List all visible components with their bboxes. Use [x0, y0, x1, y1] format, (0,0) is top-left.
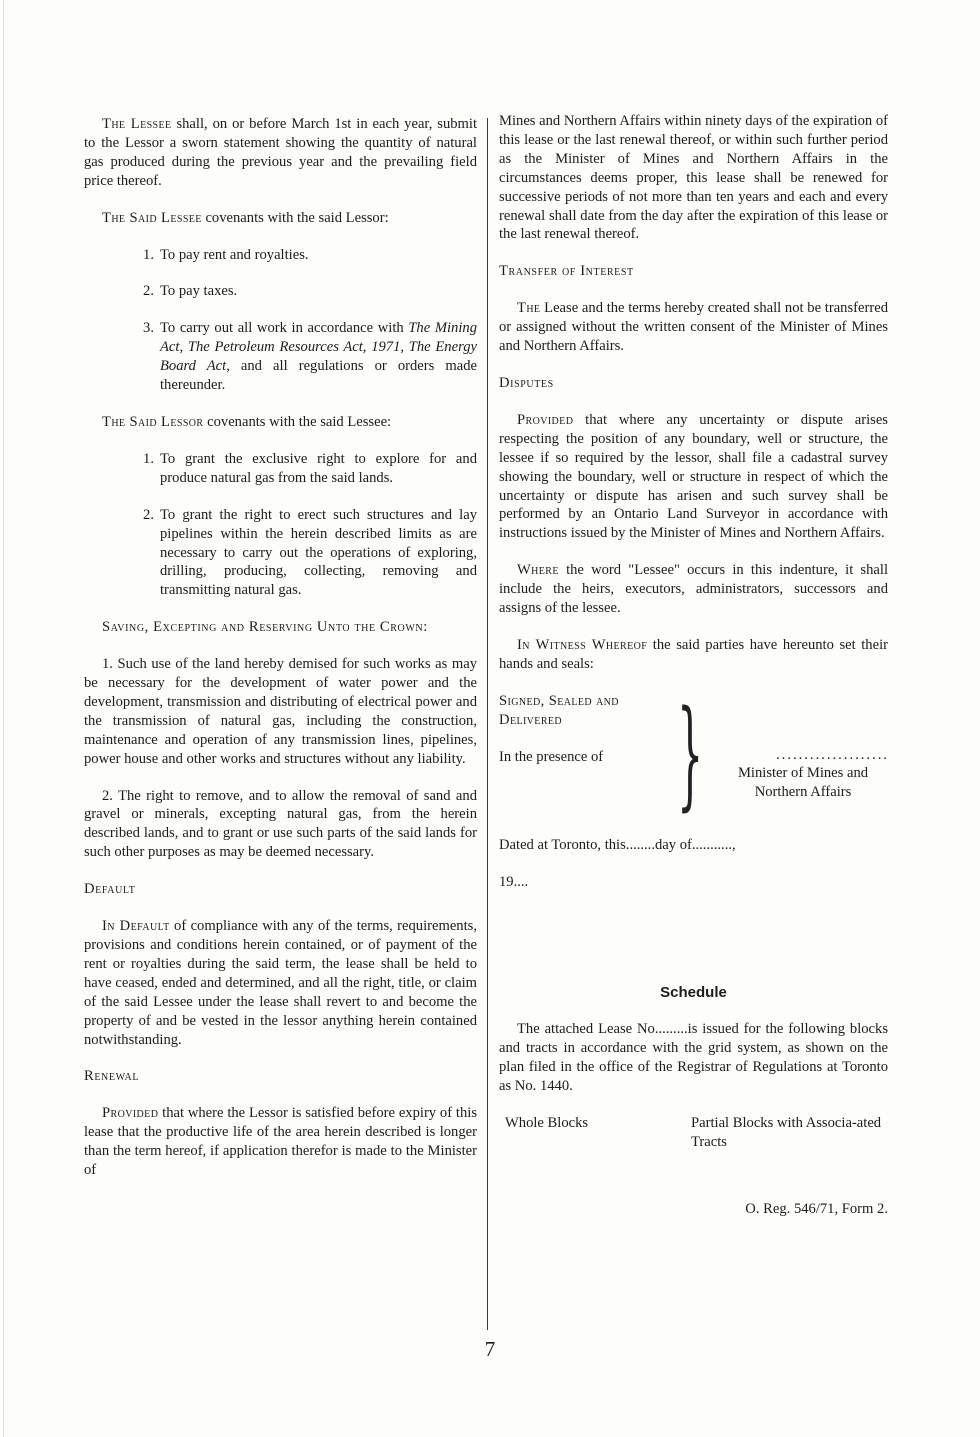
- year-line: 19....: [499, 873, 529, 890]
- lessee-item: 1. To pay rent and royalties.: [143, 246, 309, 263]
- saving-clause-2: 2. The right to remove, and to allow the removal of sand and gravel or minerals, excepting natural gas, from the herein described lands, and to grant or use such parts of the said lands for such other purposes as may be deemed necessary.: [84, 787, 477, 861]
- default-paragraph: In Default of compliance with any of the terms, requirements, provisions and conditions herein contained, or of payment of the rent or royalties during the said term, the lease shall be held to have ceased, ended and determined, and all the right, title, or claim of the said Lessee under the lease shall revert to and become the property of and be vested in the lessor anything herein contained notwithstanding.: [84, 918, 477, 1048]
- transfer-paragraph: The Lease and the terms hereby created shall not be transferred or assigned without the written consent of the Minister of Mines and Northern Affairs.: [499, 300, 888, 355]
- signature-line: ....................: [776, 746, 889, 763]
- lead-words: Where: [517, 562, 559, 579]
- lessee-definition-paragraph: Where the word "Lessee" occurs in this indenture, it shall include the heirs, executors, administrators, successors and assigns of the lessee.: [499, 562, 888, 617]
- minister-title: Minister of Mines and Northern Affairs: [737, 764, 869, 800]
- regulation-reference: O. Reg. 546/71, Form 2.: [745, 1200, 888, 1217]
- whole-blocks-label: Whole Blocks: [505, 1115, 589, 1132]
- lead-words: The: [517, 300, 541, 317]
- lessor-item: 2. To grant the right to erect such structures and lay pipelines within the herein described limits as are necessary to carry out the operations of exploring, drilling, producing, collecting, removing and transmitting natural gas.: [143, 506, 477, 599]
- left-column: [84, 115, 477, 1180]
- page-number: 7: [484, 1337, 496, 1361]
- renewal-continuation: Mines and Northern Affairs within ninety days of the expiration of this lease or the last renewal thereof, or within such further period as the Minister of Mines and Northern Affairs in the circumstances deems proper, this lease shall be renewed for successive periods of not more than ten years and each and every renewal shall date from the day after the expiration of this lease or the last renewal thereof.: [499, 113, 888, 243]
- presence-label: In the presence of: [499, 748, 604, 765]
- signature-block: [499, 683, 889, 824]
- disputes-heading: Disputes: [499, 374, 554, 391]
- dated-line: Dated at Toronto, this........day of...........,: [499, 836, 736, 853]
- witness-paragraph: In Witness Whereof the said parties have hereunto set their hands and seals:: [499, 636, 888, 672]
- saving-heading: Saving, Excepting and Reserving Unto the Crown:: [102, 619, 428, 636]
- schedule-title: Schedule: [660, 983, 727, 1001]
- schedule-paragraph: The attached Lease No.........is issued for the following blocks and tracts in accordance with the grid system, as shown on the plan filed in the office of the Registrar of Regulations at Toronto as No. 1440.: [499, 1021, 888, 1095]
- lead-words: The Lessee: [102, 116, 172, 132]
- renewal-heading: Renewal: [84, 1068, 140, 1085]
- lead-words: Provided: [517, 411, 574, 428]
- lessee-item: 3. To carry out all work in accordance with The Mining Act, The Petroleum Resources Act, 1971, The Energy Board Act, and all regulations or orders made thereunder.: [143, 320, 477, 394]
- act-titles: The Mining Act, The Petroleum Resources Act, 1971, The Energy Board Act,: [160, 320, 477, 375]
- lessor-covenants-intro: The Said Lessor covenants with the said Lessee:: [102, 413, 392, 430]
- lessor-item: 1. To grant the exclusive right to explore for and produce natural gas from the said lands.: [143, 450, 477, 486]
- brace-icon: }: [677, 683, 704, 822]
- lead-words: In Default: [102, 918, 170, 935]
- lead-words: The Said Lessee: [102, 209, 202, 226]
- lessee-covenants-intro: The Said Lessee covenants with the said Lessor:: [102, 209, 389, 226]
- signed-sealed-label: Signed, Sealed and Delivered: [499, 692, 619, 728]
- column-divider: [487, 118, 488, 1330]
- sworn-statement-paragraph: The Lessee shall, on or before March 1st in each year, submit to the Lessor a sworn statement showing the quantity of natural gas produced during the previous year and the prevailing field price thereof.: [84, 116, 477, 189]
- blocks-row: [499, 1114, 888, 1152]
- partial-blocks-label: Partial Blocks with Associa-ated Tracts: [691, 1115, 882, 1150]
- default-heading: Default: [84, 881, 136, 898]
- lead-words: Provided: [102, 1105, 159, 1122]
- right-column: [499, 112, 888, 1219]
- transfer-heading: Transfer of Interest: [499, 263, 634, 280]
- lead-words: In Witness Whereof: [517, 636, 648, 653]
- saving-clause-1: 1. Such use of the land hereby demised for such works as may be necessary for the development of water power and the development, transmission and distributing of electrical power and the transmission of natural gas, including the construction, maintenance and operation of any transmission lines, pipelines, power house and other works and structures without any liability.: [84, 656, 477, 767]
- disputes-paragraph: Provided that where any uncertainty or dispute arises respecting the position of any boundary, well or structure, the lessee if so required by the lessor, shall file a cadastral survey showing the boundary, well or structure in respect of which the uncertainty or dispute has arisen and such survey shall be performed by an Ontario Land Surveyor in accordance with instructions issued by the Minister of Mines and Northern Affairs.: [499, 411, 888, 542]
- renewal-paragraph: Provided that where the Lessor is satisfied before expiry of this lease that the productive life of the area herein described is longer than the term hereof, if application therefor is made to the Minister of: [84, 1105, 477, 1179]
- lessee-item: 2. To pay taxes.: [143, 283, 238, 300]
- lead-words: The Said Lessor: [102, 413, 204, 430]
- scan-edge: [3, 0, 4, 1437]
